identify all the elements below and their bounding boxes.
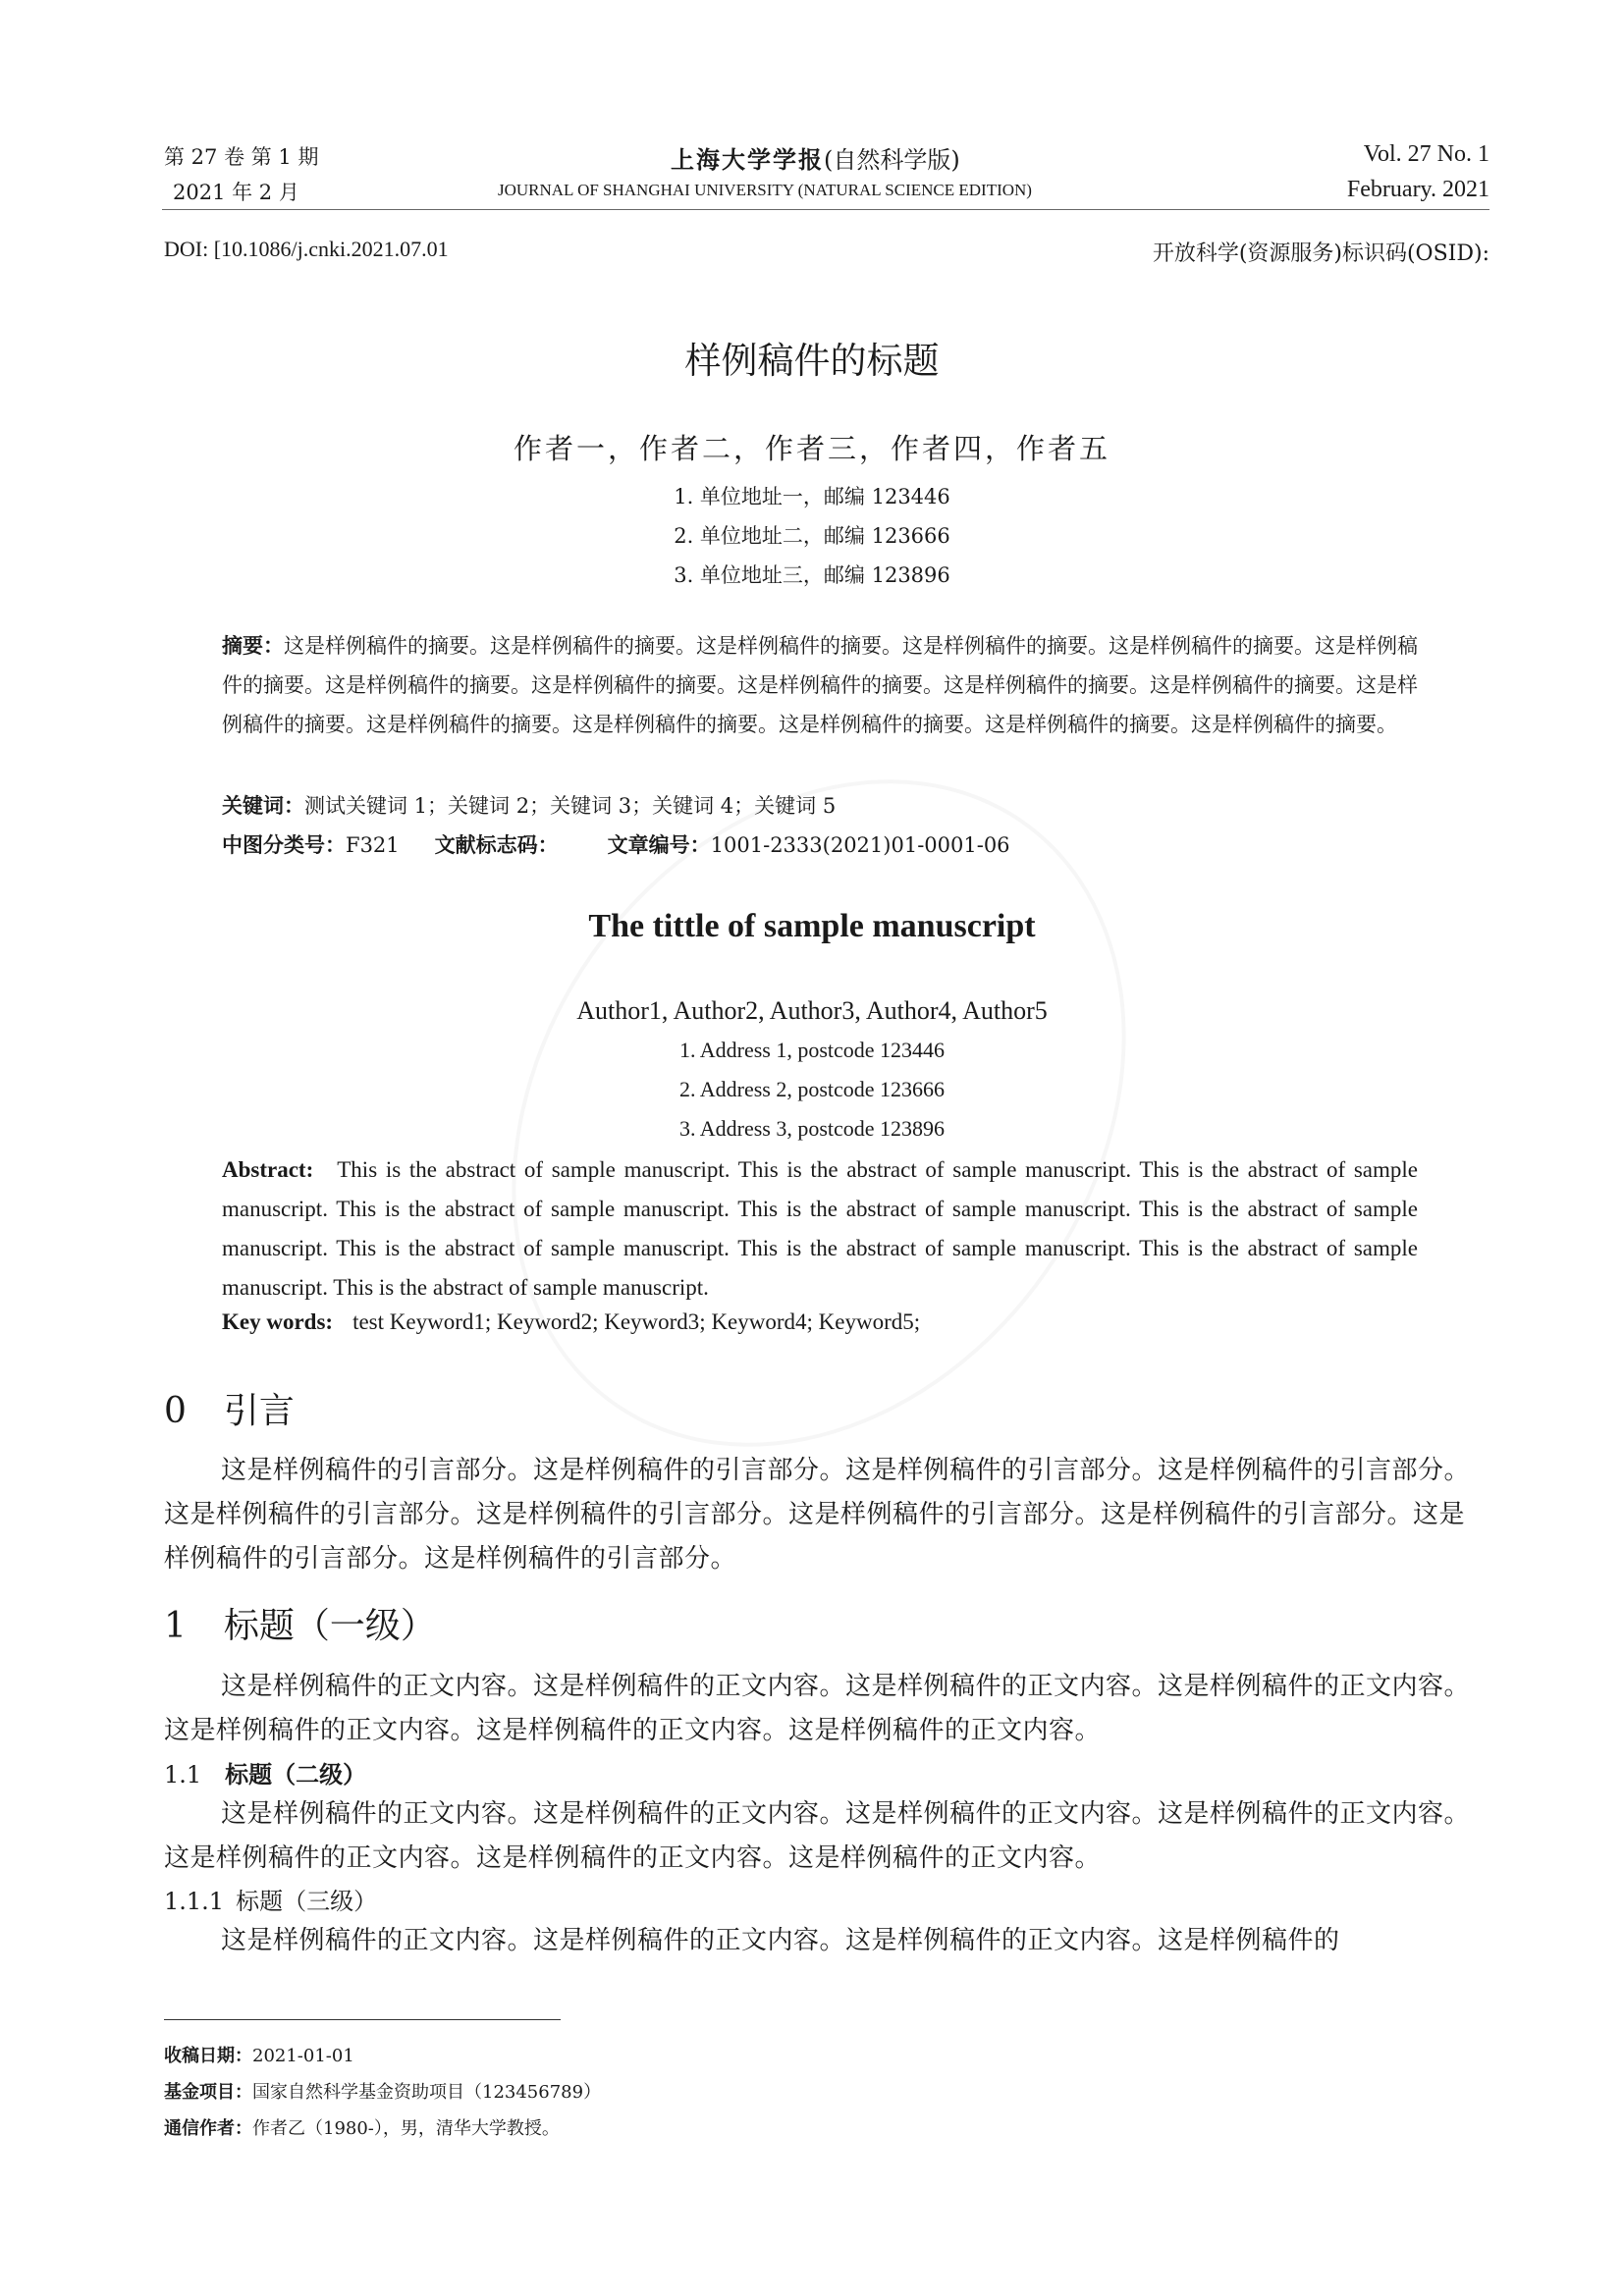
section-1-1-title: 标题（二级） xyxy=(225,1760,367,1789)
affiliation-en-1: 1. Address 1, postcode 123446 xyxy=(678,1038,946,1062)
section-1-1-1-number: 1.1.1 xyxy=(164,1888,225,1915)
received-label: 收稿日期： xyxy=(164,2046,252,2066)
section-0-number: 0 xyxy=(164,1391,187,1431)
fund-value: 国家自然科学基金资助项目（123456789） xyxy=(252,2082,602,2103)
keywords-cn-label: 关键词： xyxy=(222,793,304,818)
keywords-cn-text: 测试关键词 1；关键词 2；关键词 3；关键词 4；关键词 5 xyxy=(304,794,837,818)
fund-label: 基金项目： xyxy=(164,2082,252,2103)
abstract-cn-text: 这是样例稿件的摘要。这是样例稿件的摘要。这是样例稿件的摘要。这是样例稿件的摘要。这是样例稿件的摘要。这是样例稿件的摘要。这是样例稿件的摘要。这是样例稿件的摘要。这是样例稿件的摘要。这是样例稿件的摘要。这是样例稿件的摘要。这是样例稿件的摘要。这是样例稿件的摘要。这是样例稿件的摘要。这是样例稿件的摘要。这是样例稿件的摘要。这是样例稿件的摘要。 xyxy=(222,634,1418,736)
header-rule xyxy=(162,209,1489,210)
classification xyxy=(222,829,1010,859)
footnote-received xyxy=(164,2042,354,2067)
keywords-en-label: Key words: xyxy=(222,1309,334,1334)
volume-issue-cn: 第 27 卷 第 1 期 xyxy=(164,145,319,169)
affiliation-cn-3: 3. 单位地址三，邮编 123896 xyxy=(674,563,950,587)
affiliation-cn-1: 1. 单位地址一，邮编 123446 xyxy=(674,485,950,508)
journal-logo: 上海大学学报 xyxy=(671,145,824,174)
authors-en: Author1, Author2, Author3, Author4, Author5 xyxy=(576,996,1048,1025)
footnote-fund xyxy=(164,2078,601,2104)
section-1-1-1-body: 这是样例稿件的正文内容。这是样例稿件的正文内容。这是样例稿件的正文内容。这是样例稿件的 xyxy=(221,1926,1340,1955)
abstract-en-label: Abstract: xyxy=(222,1157,314,1182)
abstract-en-text: This is the abstract of sample manuscript. This is the abstract of sample manuscript. This is the abstract of sample manuscript. This is the abstract of sample manuscript. This is the abstract of sample manuscript. This is the abstract of sample manuscript. This is the abstract of sample manuscript. This is the abstract of sample manuscript. This is the abstract of sample manuscript. This is the abstract of sample manuscript. xyxy=(222,1157,1418,1300)
affiliation-en-3: 3. Address 3, postcode 123896 xyxy=(678,1116,946,1141)
journal-title-cn xyxy=(671,140,960,175)
section-1-number: 1 xyxy=(164,1606,187,1646)
date-en: February. 2021 xyxy=(1346,177,1489,202)
clc-value: F321 xyxy=(346,833,400,857)
abstract-cn-label: 摘要： xyxy=(222,633,284,658)
section-1-body: 这是样例稿件的正文内容。这是样例稿件的正文内容。这是样例稿件的正文内容。这是样例稿件的正文内容。这是样例稿件的正文内容。这是样例稿件的正文内容。这是样例稿件的正文内容。 xyxy=(164,1672,1471,1745)
journal-title-en: JOURNAL OF SHANGHAI UNIVERSITY (NATURAL SCIENCE EDITION) xyxy=(498,181,1032,199)
section-0-body: 这是样例稿件的引言部分。这是样例稿件的引言部分。这是样例稿件的引言部分。这是样例稿件的引言部分。这是样例稿件的引言部分。这是样例稿件的引言部分。这是样例稿件的引言部分。这是样例稿件的引言部分。这是样例稿件的引言部分。这是样例稿件的引言部分。 xyxy=(164,1456,1471,1574)
doc-code-label: 文献标志码： xyxy=(434,832,559,857)
article-no-label: 文章编号： xyxy=(607,832,711,857)
section-1-1-body: 这是样例稿件的正文内容。这是样例稿件的正文内容。这是样例稿件的正文内容。这是样例稿件的正文内容。这是样例稿件的正文内容。这是样例稿件的正文内容。这是样例稿件的正文内容。 xyxy=(164,1799,1471,1873)
date-cn: 2021 年 2 月 xyxy=(173,181,299,204)
footnote-corresponding xyxy=(164,2114,560,2140)
title-cn: 样例稿件的标题 xyxy=(684,340,940,382)
section-1-title: 标题（一级） xyxy=(223,1606,436,1646)
volume-issue-en: Vol. 27 No. 1 xyxy=(1363,141,1489,167)
clc-label: 中图分类号： xyxy=(222,832,346,857)
section-1-1-1-title: 标题（三级） xyxy=(236,1888,378,1915)
osid-label: 开放科学(资源服务)标识码(OSID): xyxy=(1152,241,1489,266)
keywords-en-text: test Keyword1; Keyword2; Keyword3; Keyword4; Keyword5; xyxy=(352,1309,921,1334)
journal-edition-cn: (自然科学版) xyxy=(824,146,960,174)
abstract-cn xyxy=(222,626,1418,744)
affiliation-cn-2: 2. 单位地址二，邮编 123666 xyxy=(674,524,950,548)
section-1-1-1-heading xyxy=(164,1882,377,1916)
received-value: 2021-01-01 xyxy=(252,2046,354,2066)
title-en: The tittle of sample manuscript xyxy=(588,908,1036,944)
section-0-title: 引言 xyxy=(223,1391,295,1431)
section-0-heading xyxy=(164,1383,295,1433)
keywords-cn xyxy=(222,790,836,820)
corr-value: 作者乙（1980-），男，清华大学教授。 xyxy=(252,2118,560,2139)
doi: DOI: [10.1086/j.cnki.2021.07.01 xyxy=(164,237,449,261)
corr-label: 通信作者： xyxy=(164,2118,252,2139)
footnote-rule xyxy=(164,2019,561,2020)
keywords-en xyxy=(222,1309,920,1335)
section-1-1-heading xyxy=(164,1755,366,1789)
section-1-heading xyxy=(164,1598,436,1648)
article-no-value: 1001-2333(2021)01-0001-06 xyxy=(710,833,1010,857)
section-1-1-number: 1.1 xyxy=(164,1761,202,1789)
authors-cn: 作者一，作者二，作者三，作者四，作者五 xyxy=(513,432,1110,465)
abstract-en xyxy=(222,1150,1418,1308)
affiliation-en-2: 2. Address 2, postcode 123666 xyxy=(678,1077,946,1101)
